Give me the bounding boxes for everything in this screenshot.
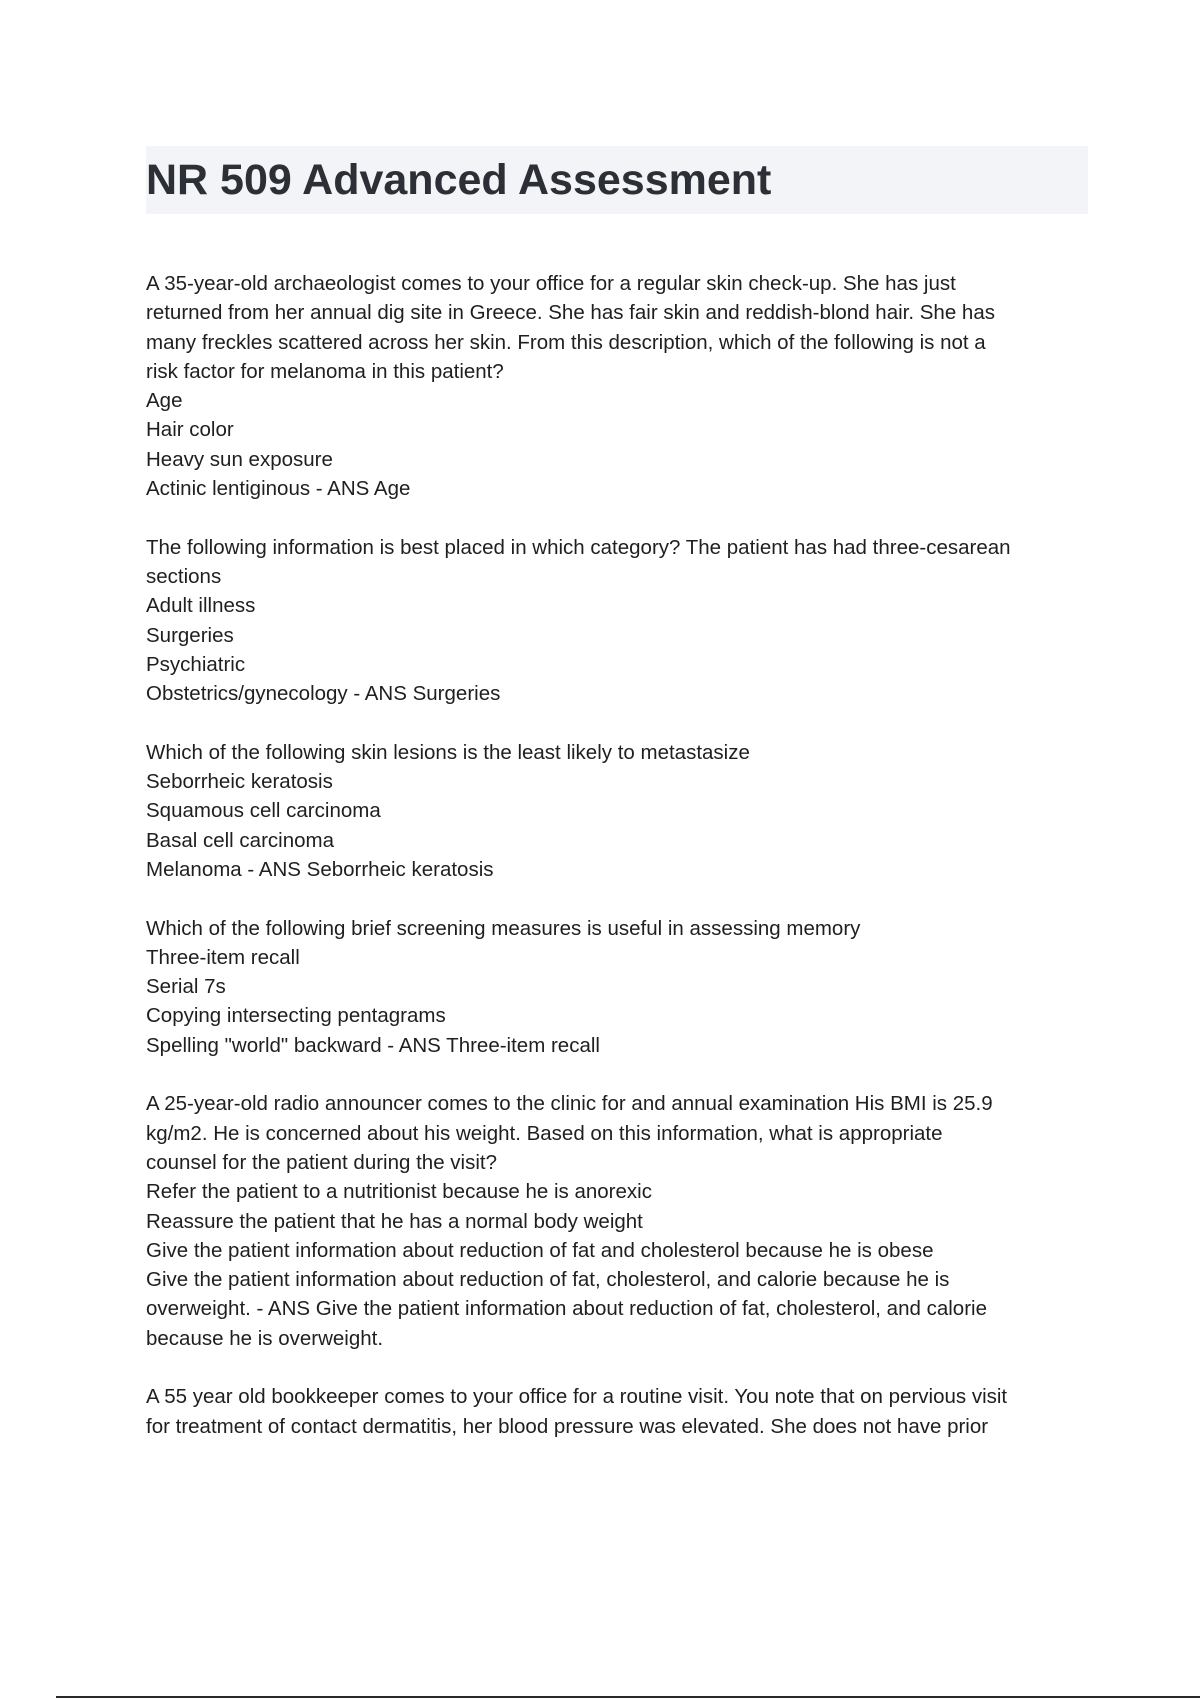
question-text-line: Give the patient information about reduction of fat and cholesterol because he is obese bbox=[146, 1238, 934, 1262]
question-block bbox=[146, 914, 1096, 1060]
question-text-line: because he is overweight. bbox=[146, 1326, 384, 1350]
question-list bbox=[146, 269, 1096, 1470]
question-text-line: Give the patient information about reduction of fat, cholesterol, and calorie because he is bbox=[146, 1268, 950, 1292]
question-text-line: many freckles scattered across her skin. From this description, which of the following is not a bbox=[146, 330, 986, 354]
question-text-line: A 35-year-old archaeologist comes to your office for a regular skin check-up. She has just bbox=[146, 272, 956, 295]
question-text-line: kg/m2. He is concerned about his weight. Based on this information, what is appropriate bbox=[146, 1121, 943, 1145]
question-text-line: Seborrheic keratosis bbox=[146, 770, 333, 794]
title-banner bbox=[146, 146, 1088, 214]
question-text-line: A 55 year old bookkeeper comes to your office for a routine visit. You note that on pervious visit bbox=[146, 1385, 1008, 1409]
question-text-line: Three-item recall bbox=[146, 945, 300, 969]
question-text-line: returned from her annual dig site in Greece. She has fair skin and reddish-blond hair. She has bbox=[146, 301, 995, 325]
question-text-line: Obstetrics/gynecology - ANS Surgeries bbox=[146, 682, 501, 706]
question-text-line: Reassure the patient that he has a normal body weight bbox=[146, 1209, 643, 1233]
question-text-line: Serial 7s bbox=[146, 975, 226, 999]
question-block bbox=[146, 738, 1096, 884]
page-title: NR 509 Advanced Assessment bbox=[146, 156, 772, 204]
question-text-line: Basal cell carcinoma bbox=[146, 828, 334, 852]
question-text-line: Surgeries bbox=[146, 623, 234, 647]
question-text-line: sections bbox=[146, 564, 222, 588]
question-block bbox=[146, 1382, 1096, 1441]
question-text-line: The following information is best placed in which category? The patient has had three-cesarean bbox=[146, 535, 1011, 559]
question-text-line: Melanoma - ANS Seborrheic keratosis bbox=[146, 857, 494, 881]
question-text-line: Adult illness bbox=[146, 594, 256, 618]
question-block bbox=[146, 533, 1096, 709]
question-text-line: Copying intersecting pentagrams bbox=[146, 1004, 446, 1028]
question-block bbox=[146, 269, 1096, 503]
question-text-line: Heavy sun exposure bbox=[146, 447, 333, 471]
question-text-line: overweight. - ANS Give the patient information about reduction of fat, cholesterol, and calorie bbox=[146, 1297, 987, 1321]
question-text-line: Psychiatric bbox=[146, 652, 246, 676]
question-text-line: Hair color bbox=[146, 418, 234, 442]
question-text-line: Actinic lentiginous - ANS Age bbox=[146, 477, 411, 501]
question-text-line: Which of the following skin lesions is the least likely to metastasize bbox=[146, 740, 750, 764]
question-text-line: Which of the following brief screening measures is useful in assessing memory bbox=[146, 916, 861, 940]
question-text-line: Age bbox=[146, 389, 183, 413]
question-text-line: for treatment of contact dermatitis, her blood pressure was elevated. She does not have prior bbox=[146, 1414, 989, 1438]
question-text-line: A 25-year-old radio announcer comes to the clinic for and annual examination His BMI is 25.9 bbox=[146, 1092, 993, 1116]
question-text-line: Spelling "world" backward - ANS Three-item recall bbox=[146, 1033, 600, 1057]
question-text-line: risk factor for melanoma in this patient? bbox=[146, 359, 504, 383]
question-text-line: Refer the patient to a nutritionist because he is anorexic bbox=[146, 1180, 652, 1204]
footer-divider bbox=[56, 1696, 1200, 1698]
question-text-line: counsel for the patient during the visit? bbox=[146, 1150, 497, 1174]
question-text-line: Squamous cell carcinoma bbox=[146, 799, 381, 823]
question-block bbox=[146, 1089, 1096, 1353]
